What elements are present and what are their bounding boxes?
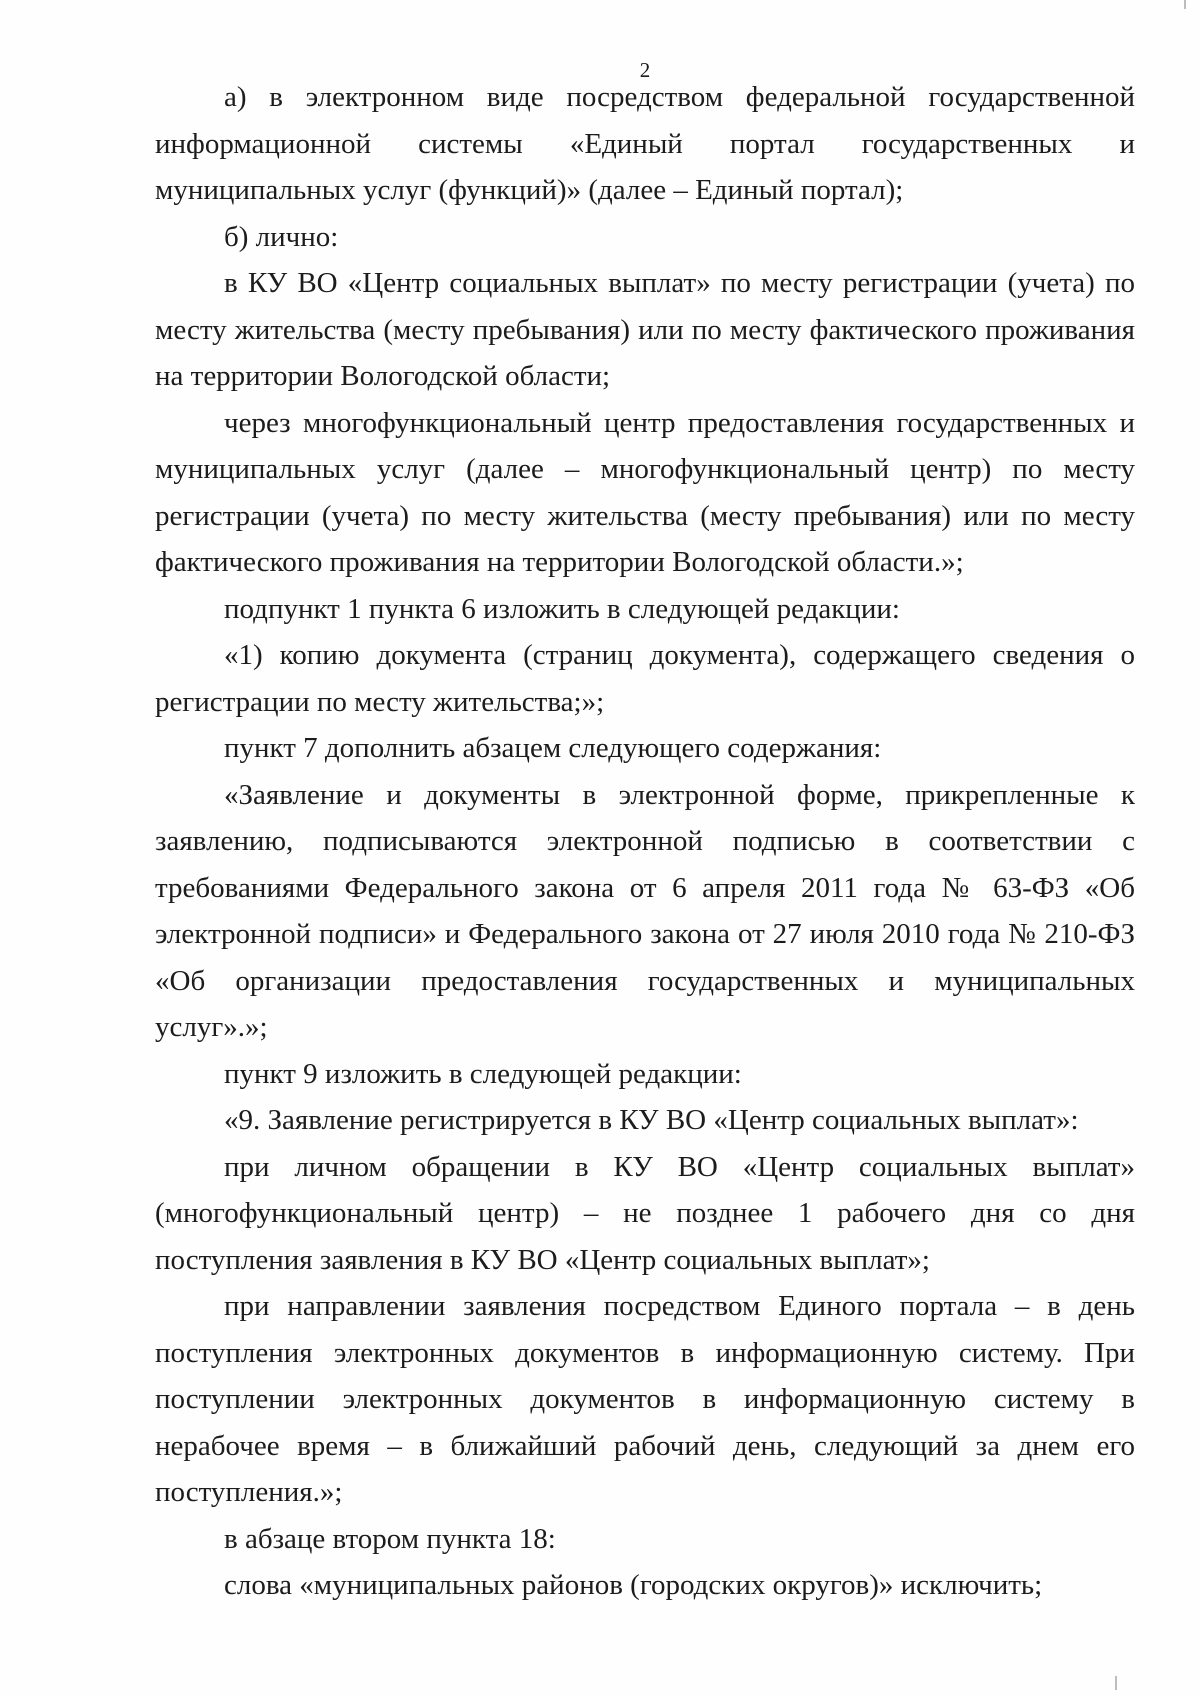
paragraph-document-copy: «1) копию документа (страниц документа), содержащего сведения о регистрации по месту жительства;»; [155,639,1135,718]
paragraph-electronic-signature: «Заявление и документы в электронной форме, прикрепленные к заявлению, подписываются электронной подписью в соответствии с требованиями Федерального закона от 6 апреля 2011 года № 63-ФЗ «Об электронной подписи» и Федерального закона от 27 июля 2010 года № 210-ФЗ «Об организации предоставления государственных и муниципальных услуг».»; [155,778,1135,1043]
paragraph-multifunctional-center: через многофункциональный центр предоставления государственных и муниципальных услуг (далее – многофункциональный центр) по месту регистрации (учета) по месту жительства (месту пребывания) или по месту фактического проживания на территории Вологодской области.»; [155,406,1135,578]
document-body [155,74,1135,1609]
paragraph-electronic-submission: а) в электронном виде посредством федеральной государственной информационной системы «Единый портал государственных и муниципальных услуг (функций)» (далее – Единый портал); [155,81,1135,206]
paragraph-subclause-1-clause-6: подпункт 1 пункта 6 изложить в следующей редакции: [224,592,900,625]
paragraph-clause-7-addition: пункт 7 дополнить абзацем следующего содержания: [224,732,882,764]
paragraph-portal-submission: при направлении заявления посредством Единого портала – в день поступления электронных документов в информационную систему. При поступлении электронных документов в информационную систему в нерабочее время – в ближайший рабочий день, следующий за днем его поступления.»; [155,1290,1135,1508]
scan-edge-mark [1184,0,1186,9]
paragraph-in-person: б) лично: [224,220,339,253]
paragraph-personal-appeal: при личном обращении в КУ ВО «Центр социальных выплат» (многофункциональный центр) – не позднее 1 рабочего дня со дня поступления заявления в КУ ВО «Центр социальных выплат»; [155,1150,1135,1276]
paragraph-application-registration: «9. Заявление регистрируется в КУ ВО «Центр социальных выплат»: [224,1104,1079,1136]
paragraph-clause-9-revision: пункт 9 изложить в следующей редакции: [224,1057,742,1090]
page-number: 2 [639,58,651,82]
paragraph-clause-18: в абзаце втором пункта 18: [224,1522,556,1555]
scan-edge-mark-bottom [1115,1676,1117,1690]
paragraph-center-social-payments: в КУ ВО «Центр социальных выплат» по месту регистрации (учета) по месту жительства (месту пребывания) или по месту фактического проживания на территории Вологодской области; [155,267,1135,392]
paragraph-words-exclusion: слова «муниципальных районов (городских округов)» исключить; [224,1569,1043,1601]
